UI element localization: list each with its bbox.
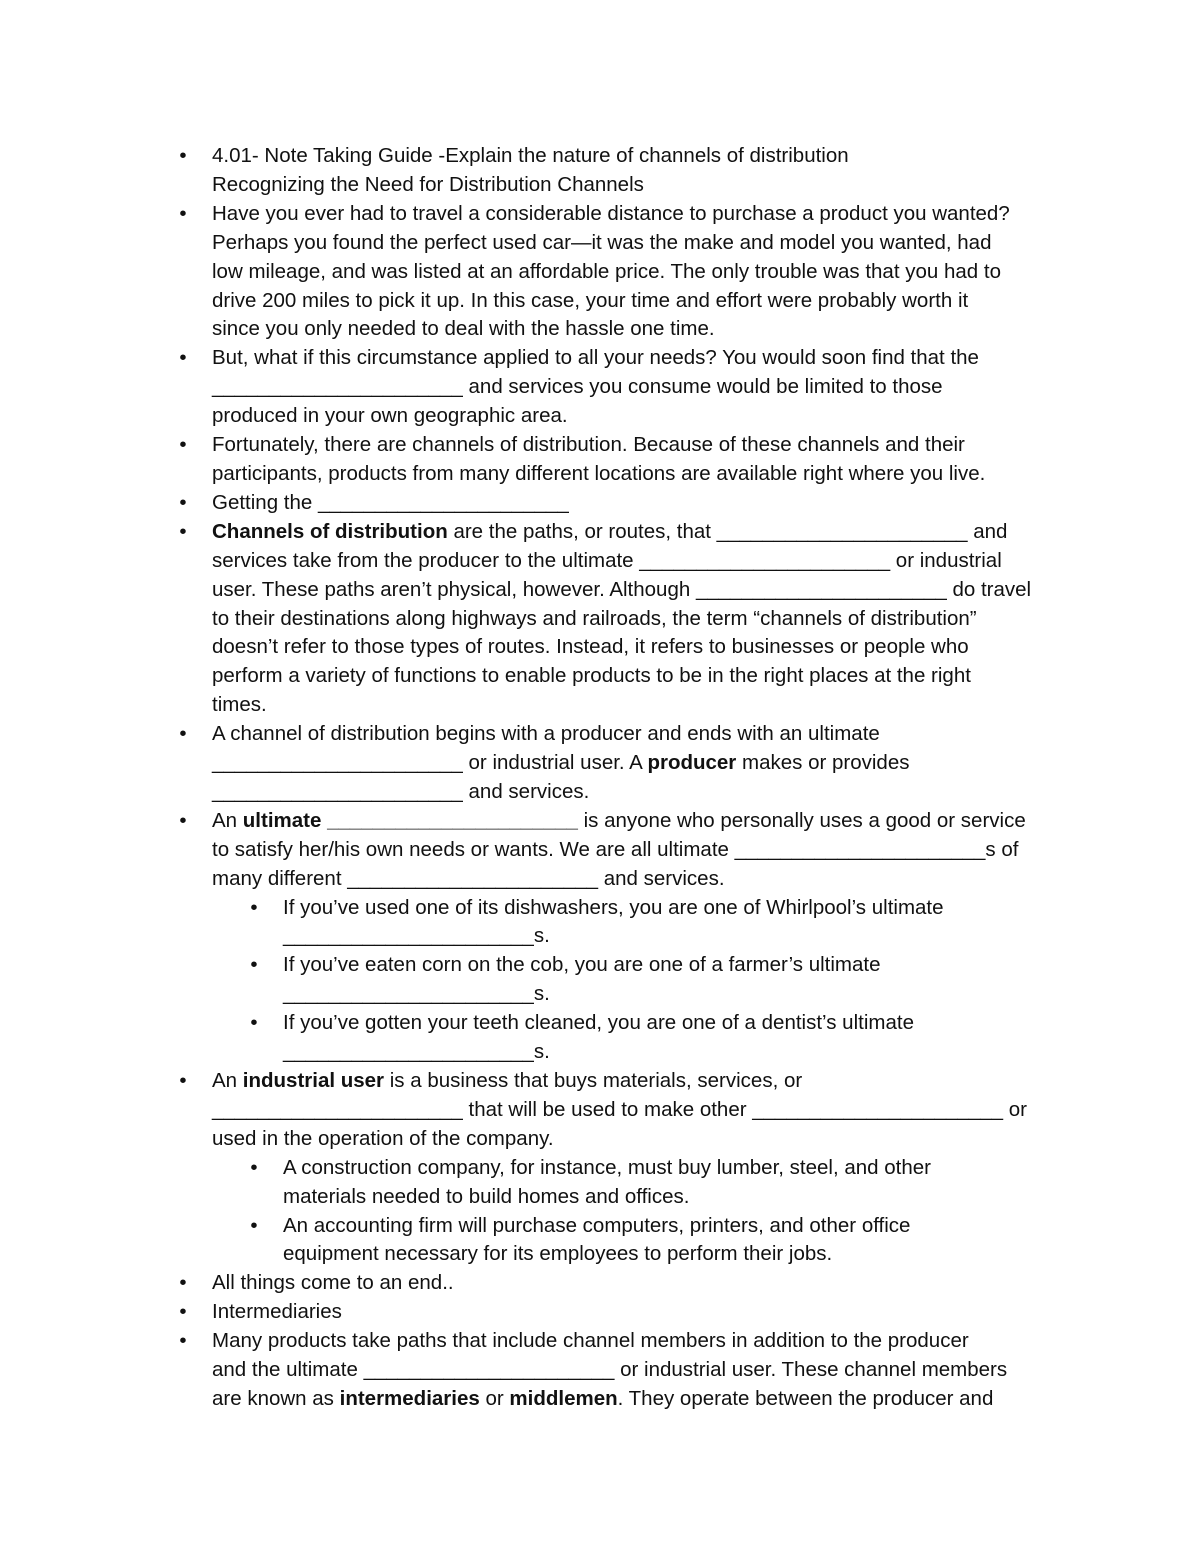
- text-line: [283, 951, 1072, 980]
- text-run: Fortunately, there are channels of distribution. Because of these channels and their: [212, 433, 965, 457]
- text-line: [212, 836, 1072, 865]
- text-line: [212, 373, 1072, 402]
- text-line: [283, 1009, 1072, 1038]
- text-line: [212, 1385, 1072, 1414]
- text-line: [212, 142, 1072, 171]
- text-run: and the ultimate ______________________ or industrial user. These channel members: [212, 1358, 1008, 1382]
- text-run: to satisfy her/his own needs or wants. We are all ultimate ______________________s of: [212, 837, 1019, 861]
- text-run: ______________________s.: [283, 1040, 550, 1064]
- text-run: user. These paths aren’t physical, however. Although ______________________ do travel: [212, 577, 1032, 601]
- text-run: materials needed to build homes and offices.: [283, 1184, 690, 1208]
- text-run: is a business that buys materials, services, or: [384, 1069, 803, 1092]
- bullet-icon: •: [250, 1011, 258, 1035]
- bullet-icon: •: [179, 144, 187, 167]
- text-line: [212, 605, 1072, 634]
- bullet-item: [172, 1269, 1072, 1298]
- text-line: [212, 691, 1072, 720]
- bullet-icon: •: [179, 1069, 187, 1092]
- bullet-icon: •: [250, 953, 258, 977]
- sub-bullet-item: [172, 951, 1072, 1009]
- text-line: [212, 1067, 1072, 1096]
- bullet-icon: •: [179, 201, 187, 225]
- text-line: [212, 662, 1072, 691]
- text-run: participants, products from many different locations are available right where you live.: [212, 461, 986, 485]
- text-line: [212, 1298, 1072, 1327]
- text-line: [212, 258, 1072, 287]
- bullet-item: [172, 1327, 1072, 1414]
- bullet-icon: •: [250, 895, 258, 919]
- bullet-icon: •: [179, 1271, 187, 1295]
- text-line: [212, 1096, 1072, 1125]
- text-run: used in the operation of the company.: [212, 1126, 554, 1150]
- text-line: [283, 922, 1072, 951]
- bullet-icon: •: [179, 1329, 187, 1353]
- bullet-item: [172, 431, 1072, 489]
- text-run: perform a variety of functions to enable products to be in the right places at the right: [212, 664, 971, 688]
- text-run: ______________________ that will be used to make other ______________________ or: [212, 1097, 1028, 1121]
- text-run: times.: [212, 693, 267, 717]
- text-line: [212, 1356, 1072, 1385]
- text-run: A channel of distribution begins with a producer and ends with an ultimate: [212, 722, 880, 746]
- text-run: many different ______________________ and services.: [212, 866, 725, 890]
- text-run: services take from the producer to the ultimate ______________________ or industrial: [212, 548, 1002, 572]
- text-run: An: [212, 1069, 243, 1092]
- text-line: [212, 344, 1072, 373]
- text-run: ______________________s.: [283, 982, 550, 1006]
- text-run: ______________________ and services.: [212, 779, 590, 803]
- bullet-icon: •: [179, 519, 187, 543]
- bold-term: Channels of distribution: [212, 519, 448, 543]
- text-run: to their destinations along highways and railroads, the term “channels of distribution”: [212, 606, 977, 630]
- bullet-item: [172, 720, 1072, 807]
- text-line: [212, 1327, 1072, 1356]
- text-line: [212, 287, 1072, 316]
- text-line: [283, 980, 1072, 1009]
- bullet-item: [172, 200, 1072, 345]
- text-run: . They operate between the producer and: [617, 1386, 994, 1410]
- text-line: [212, 489, 1072, 518]
- bold-term: industrial user: [242, 1069, 385, 1092]
- text-run: ______________________ or industrial user. A: [212, 751, 648, 775]
- bullet-item: [172, 1067, 1072, 1154]
- text-line: [212, 749, 1072, 778]
- text-line: [283, 1240, 1072, 1269]
- text-line: [212, 547, 1072, 576]
- text-line: [283, 1154, 1072, 1183]
- text-line: [283, 894, 1072, 923]
- text-run: An accounting firm will purchase computers, printers, and other office: [283, 1213, 911, 1237]
- text-run: doesn’t refer to those types of routes. Instead, it refers to businesses or people who: [212, 635, 969, 659]
- text-run: produced in your own geographic area.: [212, 404, 568, 428]
- note-taking-guide: [172, 142, 1072, 1414]
- sub-bullet-item: [172, 1154, 1072, 1212]
- text-run: are known as: [212, 1386, 340, 1410]
- text-run: drive 200 miles to pick it up. In this case, your time and effort were probably worth it: [212, 288, 969, 312]
- text-line: [212, 1125, 1072, 1154]
- text-line: [212, 576, 1072, 605]
- bold-term: producer: [647, 751, 737, 775]
- text-line: [212, 315, 1072, 344]
- text-line: [283, 1038, 1072, 1067]
- bullet-item: [172, 344, 1072, 431]
- bullet-icon: •: [250, 1213, 258, 1237]
- text-run: or: [479, 1386, 510, 1410]
- text-run: If you’ve eaten corn on the cob, you are one of a farmer’s ultimate: [283, 953, 881, 977]
- bold-term: intermediaries: [339, 1386, 480, 1410]
- text-run: If you’ve gotten your teeth cleaned, you are one of a dentist’s ultimate: [283, 1011, 914, 1035]
- text-run: Recognizing the Need for Distribution Channels: [212, 172, 644, 196]
- text-line: [212, 633, 1072, 662]
- text-run: 4.01- Note Taking Guide -Explain the nature of channels of distribution: [212, 144, 849, 167]
- bullet-icon: •: [179, 1300, 187, 1324]
- text-run: Perhaps you found the perfect used car—it was the make and model you wanted, had: [212, 230, 992, 254]
- text-line: [212, 460, 1072, 489]
- text-run: But, what if this circumstance applied to all your needs? You would soon find that the: [212, 346, 979, 370]
- text-run: Many products take paths that include channel members in addition to the producer: [212, 1329, 969, 1353]
- bullet-item: [172, 807, 1072, 894]
- text-run: Getting the ______________________: [212, 490, 569, 514]
- text-line: [283, 1183, 1072, 1212]
- text-line: [212, 720, 1072, 749]
- text-line: [212, 431, 1072, 460]
- bullet-icon: •: [179, 433, 187, 457]
- bullet-icon: •: [179, 722, 187, 746]
- text-line: [212, 229, 1072, 258]
- text-line: [212, 200, 1072, 229]
- bullet-icon: •: [179, 490, 187, 514]
- text-run: makes or provides: [736, 751, 910, 775]
- text-run: All things come to an end..: [212, 1271, 454, 1295]
- text-run: are the paths, or routes, that ______________________ and: [447, 519, 1008, 543]
- bullet-icon: •: [179, 808, 187, 832]
- text-run: ______________________ and services you consume would be limited to those: [212, 375, 943, 399]
- text-line: [212, 402, 1072, 431]
- bold-term: middlemen: [509, 1386, 618, 1410]
- sub-bullet-item: [172, 1212, 1072, 1270]
- text-line: [212, 807, 1072, 836]
- sub-bullet-item: [172, 894, 1072, 952]
- text-run: An: [212, 808, 243, 832]
- bullet-item: [172, 1298, 1072, 1327]
- sub-bullet-item: [172, 1009, 1072, 1067]
- text-line: [212, 171, 1072, 200]
- text-run: low mileage, and was listed at an affordable price. The only trouble was that you had to: [212, 259, 1001, 283]
- text-run: ______________________s.: [283, 924, 550, 948]
- text-run: Have you ever had to travel a considerable distance to purchase a product you wanted?: [212, 201, 1010, 225]
- bullet-item: [172, 489, 1072, 518]
- text-line: [212, 865, 1072, 894]
- text-line: [212, 778, 1072, 807]
- bullet-icon: •: [250, 1155, 258, 1179]
- text-run: since you only needed to deal with the hassle one time.: [212, 317, 715, 341]
- text-line: [212, 518, 1072, 547]
- text-run: If you’ve used one of its dishwashers, you are one of Whirlpool’s ultimate: [283, 895, 944, 919]
- text-run: equipment necessary for its employees to perform their jobs.: [283, 1242, 833, 1266]
- bullet-item: [172, 142, 1072, 200]
- text-line: [283, 1212, 1072, 1241]
- bullet-item: [172, 518, 1072, 720]
- text-run: is anyone who personally uses a good or service: [577, 808, 1026, 832]
- text-run: A construction company, for instance, must buy lumber, steel, and other: [283, 1155, 931, 1179]
- text-line: [212, 1269, 1072, 1298]
- bullet-icon: •: [179, 346, 187, 370]
- bold-term: ultimate ______________________: [242, 808, 578, 832]
- text-run: Intermediaries: [212, 1300, 342, 1324]
